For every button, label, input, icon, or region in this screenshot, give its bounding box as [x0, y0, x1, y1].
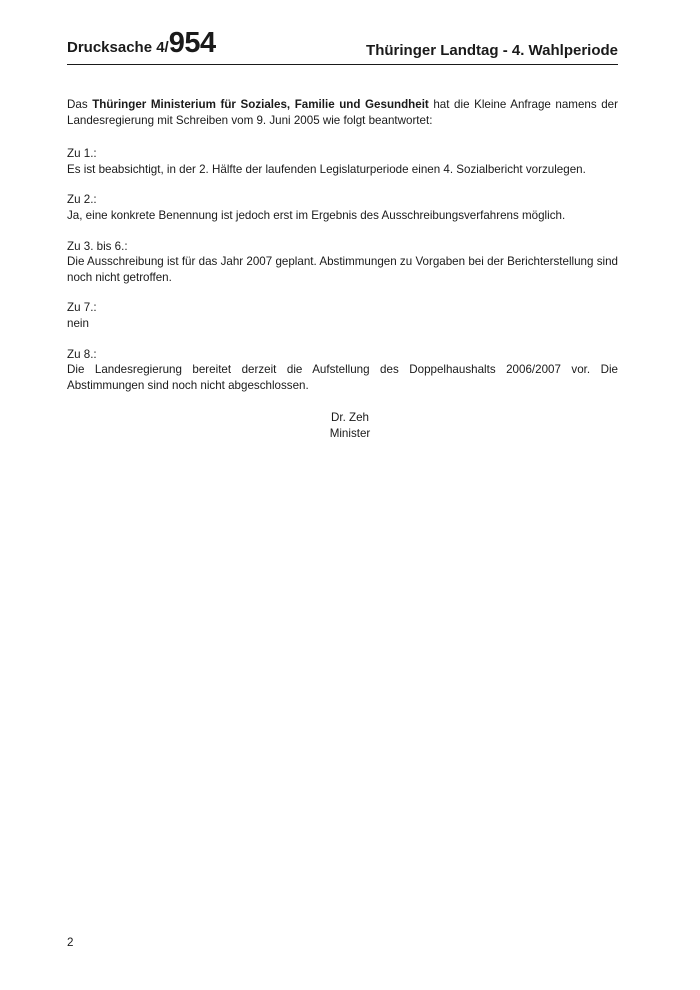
signature-block — [0, 410, 700, 441]
answer-block — [67, 239, 618, 286]
answer-text: nein — [67, 316, 89, 330]
answer-block — [67, 300, 618, 331]
answer-heading: Zu 1.: — [67, 147, 97, 161]
answer-block — [67, 192, 618, 223]
intro-before: Das — [67, 98, 93, 111]
answer-heading: Zu 8.: — [67, 347, 97, 361]
answer-heading: Zu 7.: — [67, 301, 97, 315]
answer-text: Die Landesregierung bereitet derzeit die Aufstellung des Doppelhaushalts 2006/2007 vor. Die Abstimmungen sind noch nicht abgeschlossen. — [67, 363, 618, 392]
signatory-title: Minister — [329, 426, 371, 440]
answer-heading: Zu 2.: — [67, 193, 97, 207]
document-number: 954 — [168, 27, 216, 59]
ministry-name: Thüringer Ministerium für Soziales, Familie und Gesundheit — [92, 98, 429, 111]
signatory-name: Dr. Zeh — [330, 411, 369, 424]
page-number: 2 — [67, 936, 74, 949]
intro-paragraph — [67, 97, 618, 128]
answer-block — [67, 146, 618, 177]
document-prefix: Drucksache 4/ — [67, 39, 169, 56]
answer-text: Ja, eine konkrete Benennung ist jedoch erst im Ergebnis des Ausschreibungsverfahrens möglich. — [67, 208, 566, 222]
answer-text: Die Ausschreibung ist für das Jahr 2007 geplant. Abstimmungen zu Vorgaben bei der Berichterstellung sind noch nicht getroffen. — [67, 255, 618, 284]
document-body — [67, 97, 618, 408]
intro-after: hat die Kleine Anfrage namens der Landesregierung mit Schreiben vom 9. Juni 2005 wie folgt beantwortet: — [67, 98, 618, 127]
document-number-label — [67, 27, 216, 60]
page-header — [67, 27, 618, 65]
parliament-title: Thüringer Landtag - 4. Wahlperiode — [366, 42, 618, 59]
answer-heading: Zu 3. bis 6.: — [67, 239, 128, 253]
answer-block — [67, 347, 618, 394]
answer-text: Es ist beabsichtigt, in der 2. Hälfte der laufenden Legislaturperiode einen 4. Sozialbericht vorzulegen. — [67, 162, 586, 176]
